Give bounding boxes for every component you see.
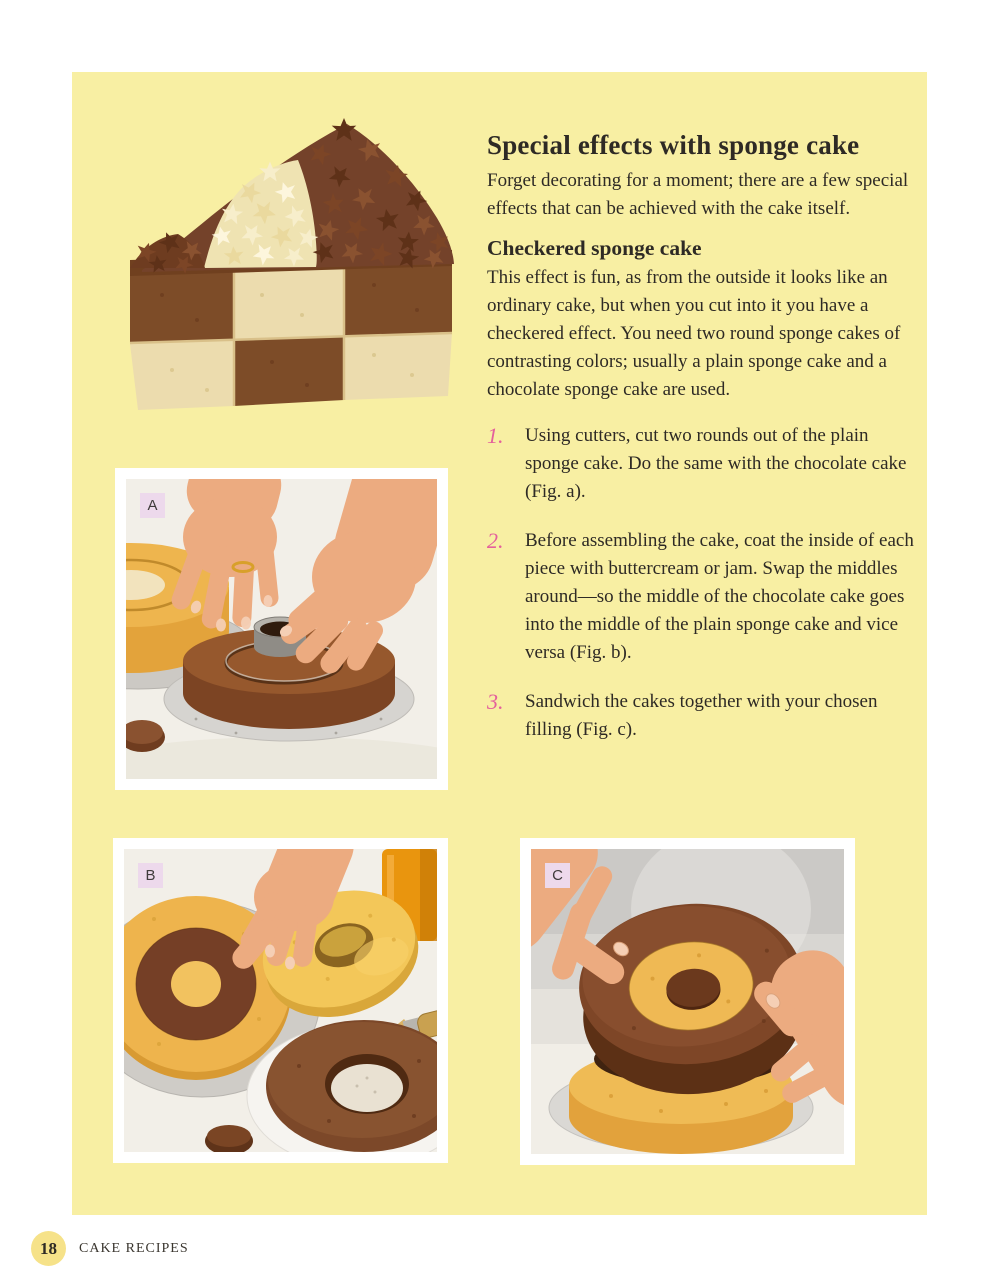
step-1-number: 1. [487,423,504,448]
article-column [487,129,921,765]
page-number-badge [31,1231,66,1266]
step-2 [487,527,921,667]
figure-a-photo [115,468,448,790]
figure-c-label: C [545,863,570,888]
step-3-text: Sandwich the cakes together with your chosen filling (Fig. c). [525,691,878,740]
figure-b-image [124,849,437,1152]
step-3 [487,688,921,744]
section-heading: Checkered sponge cake [487,236,702,260]
step-3-number: 3. [487,689,504,714]
figure-c-illustration [531,849,844,1154]
cake-slice-illustration [112,100,464,434]
figure-b-label: B [138,863,163,888]
section-paragraph: This effect is fun, as from the outside it looks like an ordinary cake, but when you cut into it you have a checkered effect. You need two round sponge cakes of contrasting colors; usually a plain sponge cake and a chocolate sponge cake are used. [487,267,901,400]
page-footer [0,1226,1000,1276]
step-2-number: 2. [487,528,504,553]
figure-c-photo [520,838,855,1165]
figure-c-image [531,849,844,1154]
content-panel [72,72,927,1215]
figure-a-image [126,479,437,779]
figure-a-illustration [126,479,437,779]
steps-list [487,422,921,744]
step-1 [487,422,921,506]
checkered-cake-slice-image [112,100,464,434]
intro-paragraph: Forget decorating for a moment; there are a few special effects that can be achieved with the cake itself. [487,170,909,219]
figure-b-photo [113,838,448,1163]
page-number: 18 [40,1238,57,1258]
step-1-text: Using cutters, cut two rounds out of the plain sponge cake. Do the same with the chocolate cake (Fig. a). [525,425,907,502]
step-2-text: Before assembling the cake, coat the inside of each piece with buttercream or jam. Swap the middles around—so the middle of the chocolate cake goes into the middle of the plain sponge cake and vice versa (Fig. b). [525,530,914,663]
footer-section-title: CAKE RECIPES [79,1241,189,1256]
figure-a-label: A [140,493,165,518]
figure-b-illustration [124,849,437,1152]
page-title: Special effects with sponge cake [487,130,860,160]
